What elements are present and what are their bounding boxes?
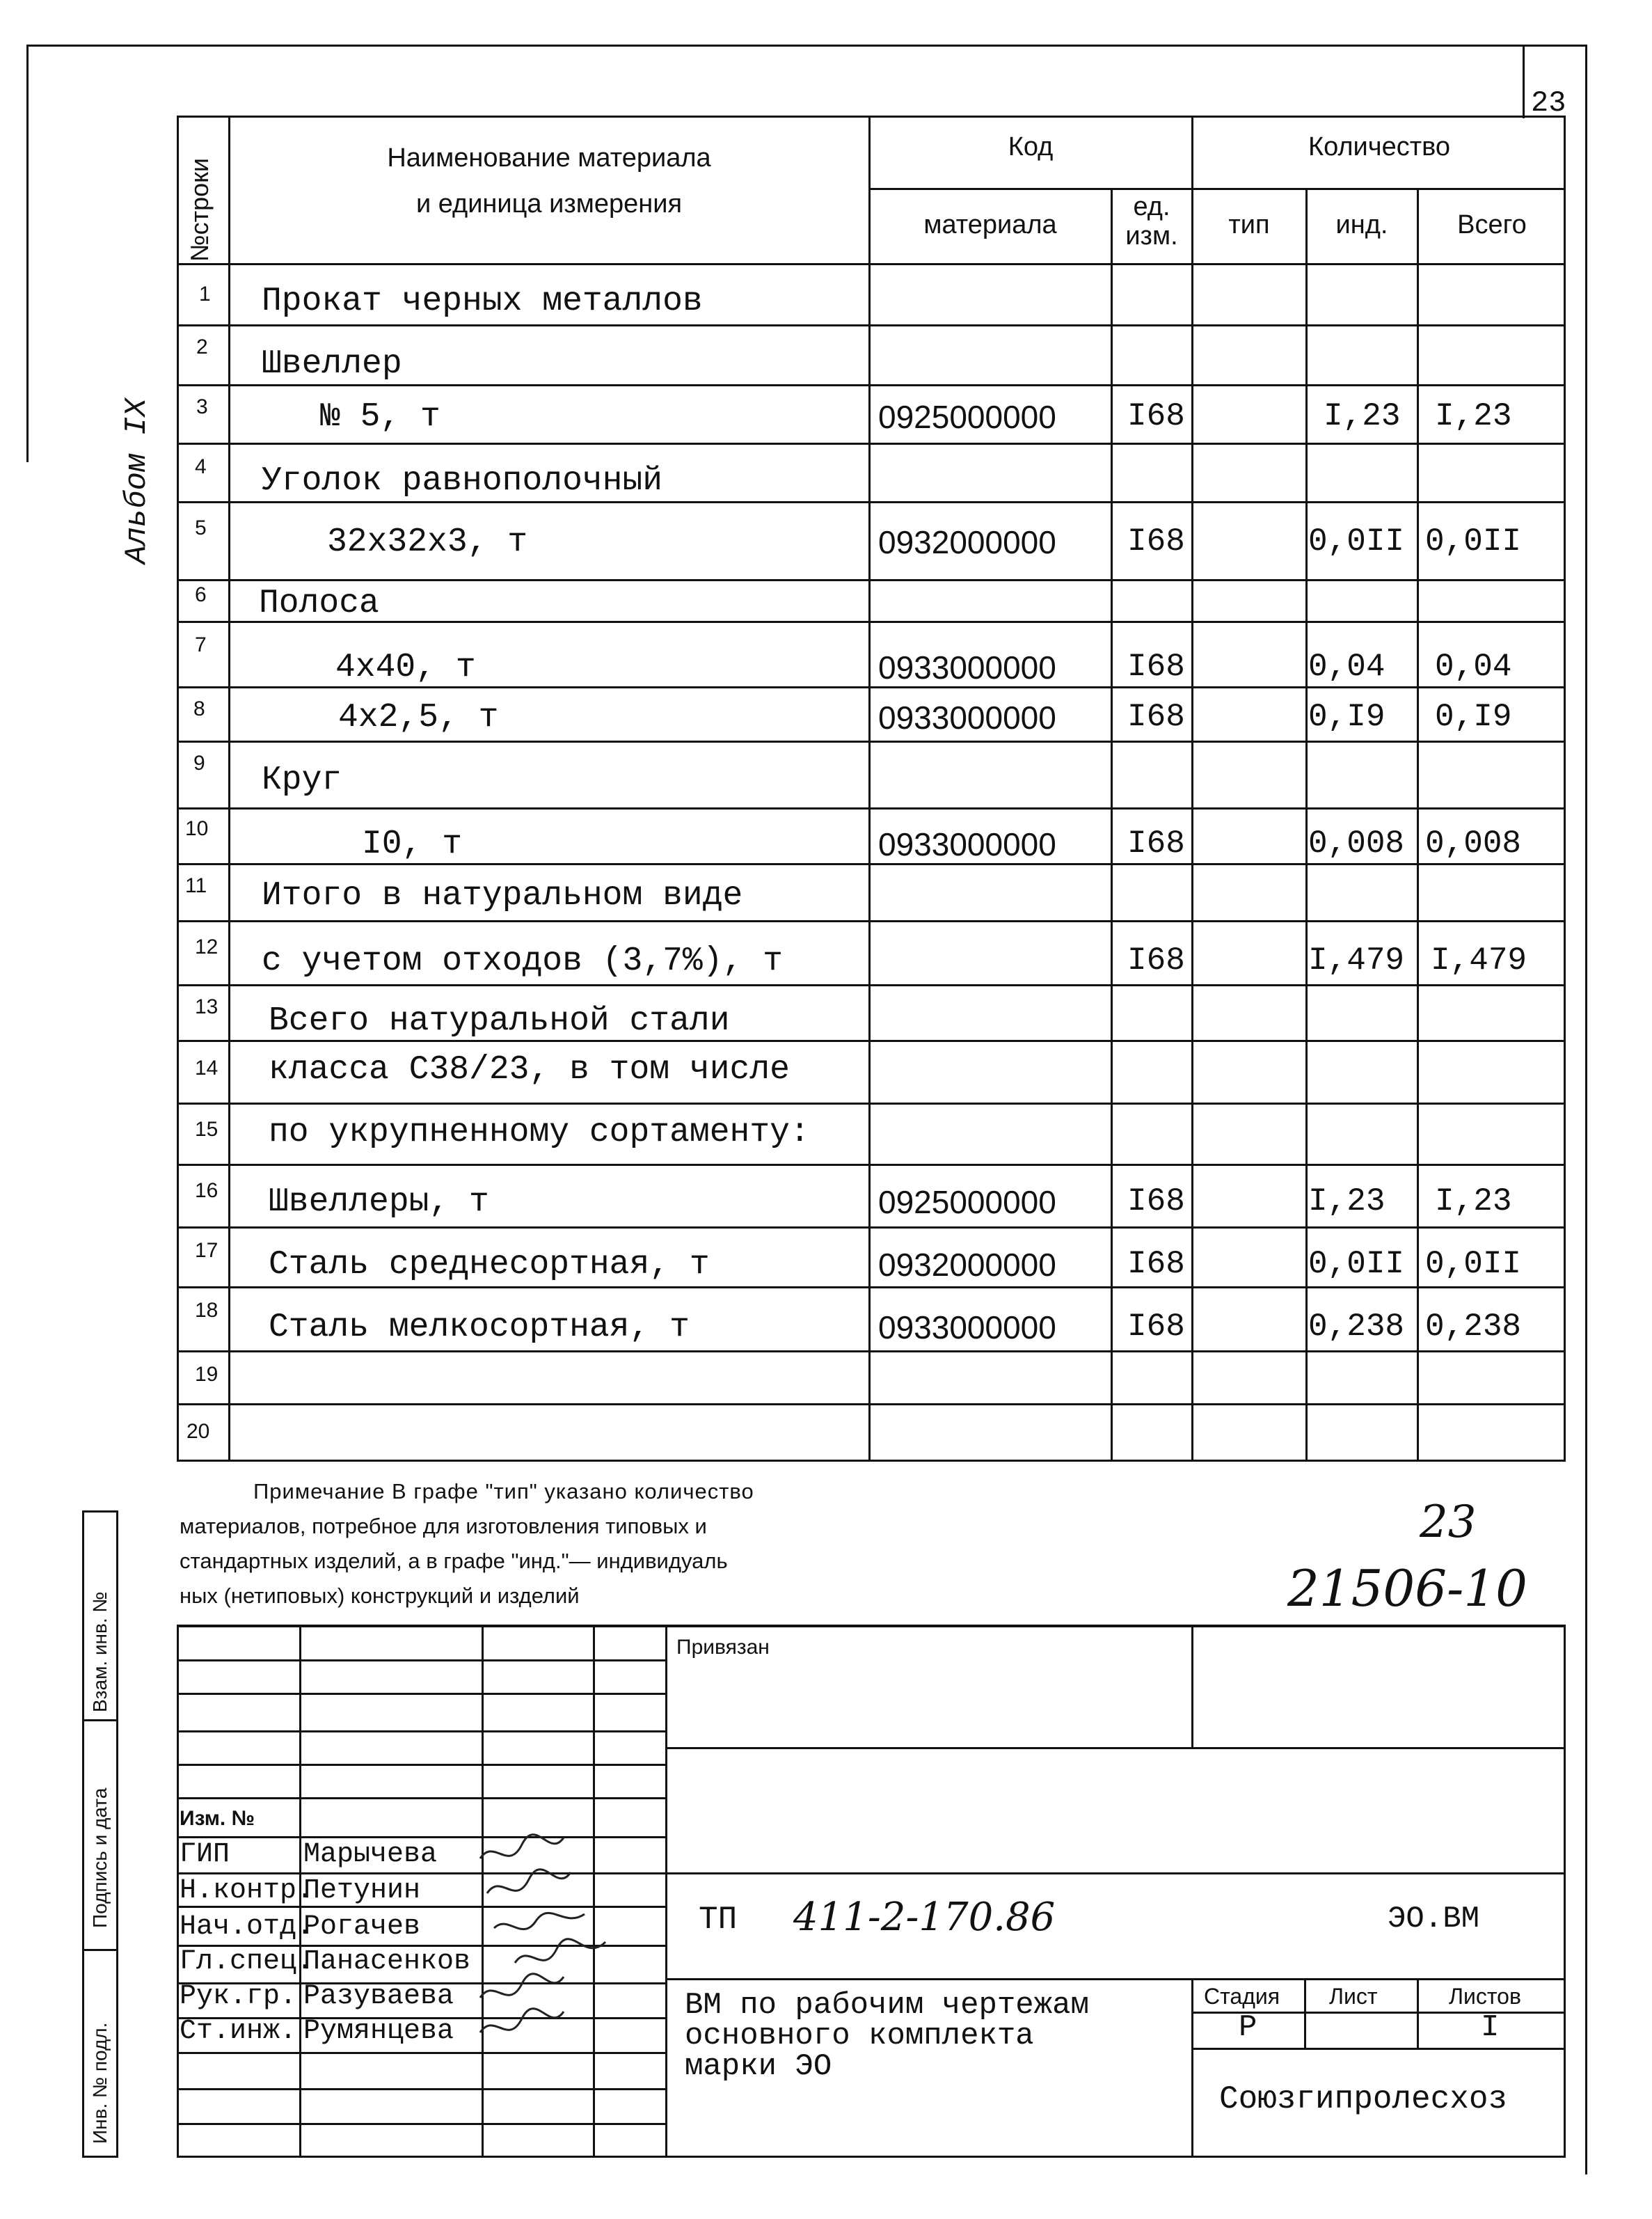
table-row-total: 0,0II xyxy=(1425,523,1522,560)
project-number: 411-2-170.86 xyxy=(793,1895,1056,1940)
table-row-unit: I68 xyxy=(1127,1309,1185,1345)
doc-code: ЭО.ВМ xyxy=(1388,1902,1480,1936)
table-row-name: с учетом отходов (3,7%), т xyxy=(262,942,783,980)
table-row-number: 12 xyxy=(195,935,219,958)
note-line3: стандартных изделий, а в графе "инд."— индивидуаль xyxy=(180,1549,728,1573)
table-row-unit: I68 xyxy=(1127,942,1185,979)
staff-role: Ст.инж. xyxy=(180,2016,297,2047)
table-row-unit: I68 xyxy=(1127,1246,1185,1282)
table-row-number: 17 xyxy=(195,1239,219,1262)
table-row-total: I,479 xyxy=(1431,942,1527,979)
table-row-ind: 0,0II xyxy=(1308,523,1405,560)
table-row-name: Всего натуральной стали xyxy=(269,1002,730,1040)
table-row-unit: I68 xyxy=(1127,523,1185,560)
table-row-ind: I,23 xyxy=(1324,398,1401,434)
header-name-line1: Наименование материала xyxy=(387,143,711,173)
table-row-ind: I,23 xyxy=(1308,1183,1385,1219)
staff-name: Панасенков xyxy=(303,1946,471,1977)
table-row-number: 3 xyxy=(196,395,208,418)
table-row-total: 0,238 xyxy=(1425,1309,1522,1345)
table-row-number: 16 xyxy=(195,1179,219,1202)
table-row-ind: 0,I9 xyxy=(1308,699,1385,735)
note-line2: материалов, потребное для изготовления типовых и xyxy=(180,1514,707,1538)
table-row-ind: 0,238 xyxy=(1308,1309,1405,1345)
stage-value: Р xyxy=(1239,2010,1257,2045)
header-name-line2: и единица измерения xyxy=(415,189,683,219)
handwritten-sheet-number: 23 xyxy=(1420,1497,1477,1548)
table-row-number: 9 xyxy=(193,752,205,775)
table-row-number: 5 xyxy=(195,516,207,539)
sheet-label: Лист xyxy=(1329,1984,1378,2009)
table-row-number: 4 xyxy=(195,455,207,478)
side-label-inv-no-podl: Инв. № подл. xyxy=(89,2022,111,2144)
table-row-name: 4x40, т xyxy=(335,649,476,686)
table-row-unit: I68 xyxy=(1127,826,1185,862)
header-total: Всего xyxy=(1457,210,1527,239)
linked-label: Привязан xyxy=(676,1636,770,1659)
table-row-name: Сталь мелкосортная, т xyxy=(269,1309,690,1346)
side-label-signature-date: Подпись и дата xyxy=(89,1787,111,1928)
header-unit-line1: ед. xyxy=(1133,192,1170,221)
table-row-name: 32x32x3, т xyxy=(327,523,528,561)
table-row-unit: I68 xyxy=(1127,1183,1185,1219)
table-row-number: 14 xyxy=(195,1057,219,1080)
organization: Союзгипролесхоз xyxy=(1219,2081,1508,2117)
table-row-number: 15 xyxy=(195,1118,219,1141)
staff-role: Гл.спец. xyxy=(180,1946,314,1977)
table-row-number: 8 xyxy=(193,697,205,720)
staff-role: Рук.гр. xyxy=(180,1981,297,2012)
sheets-label: Листов xyxy=(1449,1984,1521,2009)
right-margin-line xyxy=(1585,45,1587,2174)
table-row-name: Швеллер xyxy=(262,345,402,383)
table-row-name: Полоса xyxy=(259,585,379,622)
header-unit-line2: изм. xyxy=(1125,221,1178,251)
album-label: Альбом IX xyxy=(120,398,154,564)
header-material: материала xyxy=(923,210,1057,239)
side-label-vzam-inv: Взам. инв. № xyxy=(89,1591,111,1712)
table-row-number: 1 xyxy=(199,283,211,306)
table-row-number: 11 xyxy=(185,874,207,897)
header-code: Код xyxy=(1008,132,1054,161)
note-line1: Примечание В графе "тип" указано количество xyxy=(253,1479,754,1503)
table-row-name: № 5, т xyxy=(320,398,440,436)
sheets-value: I xyxy=(1481,2010,1500,2045)
staff-role: Нач.отд. xyxy=(180,1911,314,1943)
table-row-name: Круг xyxy=(262,761,342,799)
table-row-name: Швеллеры, т xyxy=(269,1183,489,1221)
table-row-number: 19 xyxy=(195,1363,219,1386)
staff-name: Петунин xyxy=(303,1875,421,1906)
table-row-code: 0932000000 xyxy=(878,1247,1056,1283)
table-row-name: Прокат черных металлов xyxy=(262,283,703,320)
table-row-number: 18 xyxy=(195,1299,219,1322)
table-row-number: 13 xyxy=(195,995,219,1018)
table-row-name: Сталь среднесортная, т xyxy=(269,1246,710,1284)
table-row-total: 0,04 xyxy=(1435,649,1512,685)
table-row-code: 0925000000 xyxy=(878,1184,1056,1220)
table-row-total: 0,0II xyxy=(1425,1246,1522,1282)
stage-label: Стадия xyxy=(1204,1984,1280,2009)
table-row-unit: I68 xyxy=(1127,699,1185,735)
table-row-number: 20 xyxy=(186,1420,210,1443)
signatures-drawing xyxy=(473,1810,640,2060)
table-row-number: 2 xyxy=(196,335,208,358)
outer-frame-top-line xyxy=(26,45,1585,47)
table-row-total: 0,I9 xyxy=(1435,699,1512,735)
header-type: тип xyxy=(1228,210,1270,239)
header-row-number: №строки xyxy=(185,157,214,262)
staff-name: Разуваева xyxy=(303,1981,454,2012)
table-row-unit: I68 xyxy=(1127,649,1185,685)
staff-name: Рогачев xyxy=(303,1911,421,1943)
doc-title-line2: основного комплекта xyxy=(685,2019,1034,2053)
table-row-code: 0933000000 xyxy=(878,700,1056,736)
handwritten-archive-number: 21506-10 xyxy=(1287,1559,1527,1618)
table-row-ind: 0,008 xyxy=(1308,826,1405,862)
table-row-name: I0, т xyxy=(362,826,463,863)
table-row-ind: I,479 xyxy=(1308,942,1405,979)
staff-name: Румянцева xyxy=(303,2016,454,2047)
table-row-code: 0933000000 xyxy=(878,1309,1056,1345)
table-row-unit: I68 xyxy=(1127,398,1185,434)
header-ind: инд. xyxy=(1335,210,1388,239)
table-row-name: класса С38/23, в том числе xyxy=(269,1051,790,1089)
table-row-total: I,23 xyxy=(1435,1183,1512,1219)
table-row-number: 7 xyxy=(195,633,207,656)
note-line4: ных (нетиповых) конструкций и изделий xyxy=(180,1584,580,1608)
page-number: 23 xyxy=(1531,86,1566,120)
table-row-total: I,23 xyxy=(1435,398,1512,434)
table-row-name: по укрупненному сортаменту: xyxy=(269,1114,810,1151)
staff-role: Н.контр. xyxy=(180,1875,314,1906)
table-row-name: Итого в натуральном виде xyxy=(262,877,743,915)
staff-role: ГИП xyxy=(180,1839,230,1870)
table-row-total: 0,008 xyxy=(1425,826,1522,862)
table-row-code: 0925000000 xyxy=(878,399,1056,435)
outer-frame-left-line xyxy=(26,45,29,462)
doc-title-line1: ВМ по рабочим чертежам xyxy=(685,1988,1089,2023)
inv-label: Изм. № xyxy=(180,1807,255,1830)
table-row-code: 0932000000 xyxy=(878,524,1056,560)
staff-name: Марычева xyxy=(303,1839,438,1870)
table-row-name: 4x2,5, т xyxy=(338,699,499,736)
table-row-ind: 0,04 xyxy=(1308,649,1385,685)
table-row-number: 10 xyxy=(185,817,209,840)
table-row-code: 0933000000 xyxy=(878,826,1056,862)
table-row-number: 6 xyxy=(195,583,207,606)
doc-title-line3: марки ЭО xyxy=(685,2049,832,2084)
table-row-code: 0933000000 xyxy=(878,649,1056,686)
table-row-ind: 0,0II xyxy=(1308,1246,1405,1282)
project-prefix: ТП xyxy=(699,1902,738,1938)
table-row-name: Уголок равнополочный xyxy=(262,462,663,500)
header-quantity: Количество xyxy=(1308,132,1451,161)
